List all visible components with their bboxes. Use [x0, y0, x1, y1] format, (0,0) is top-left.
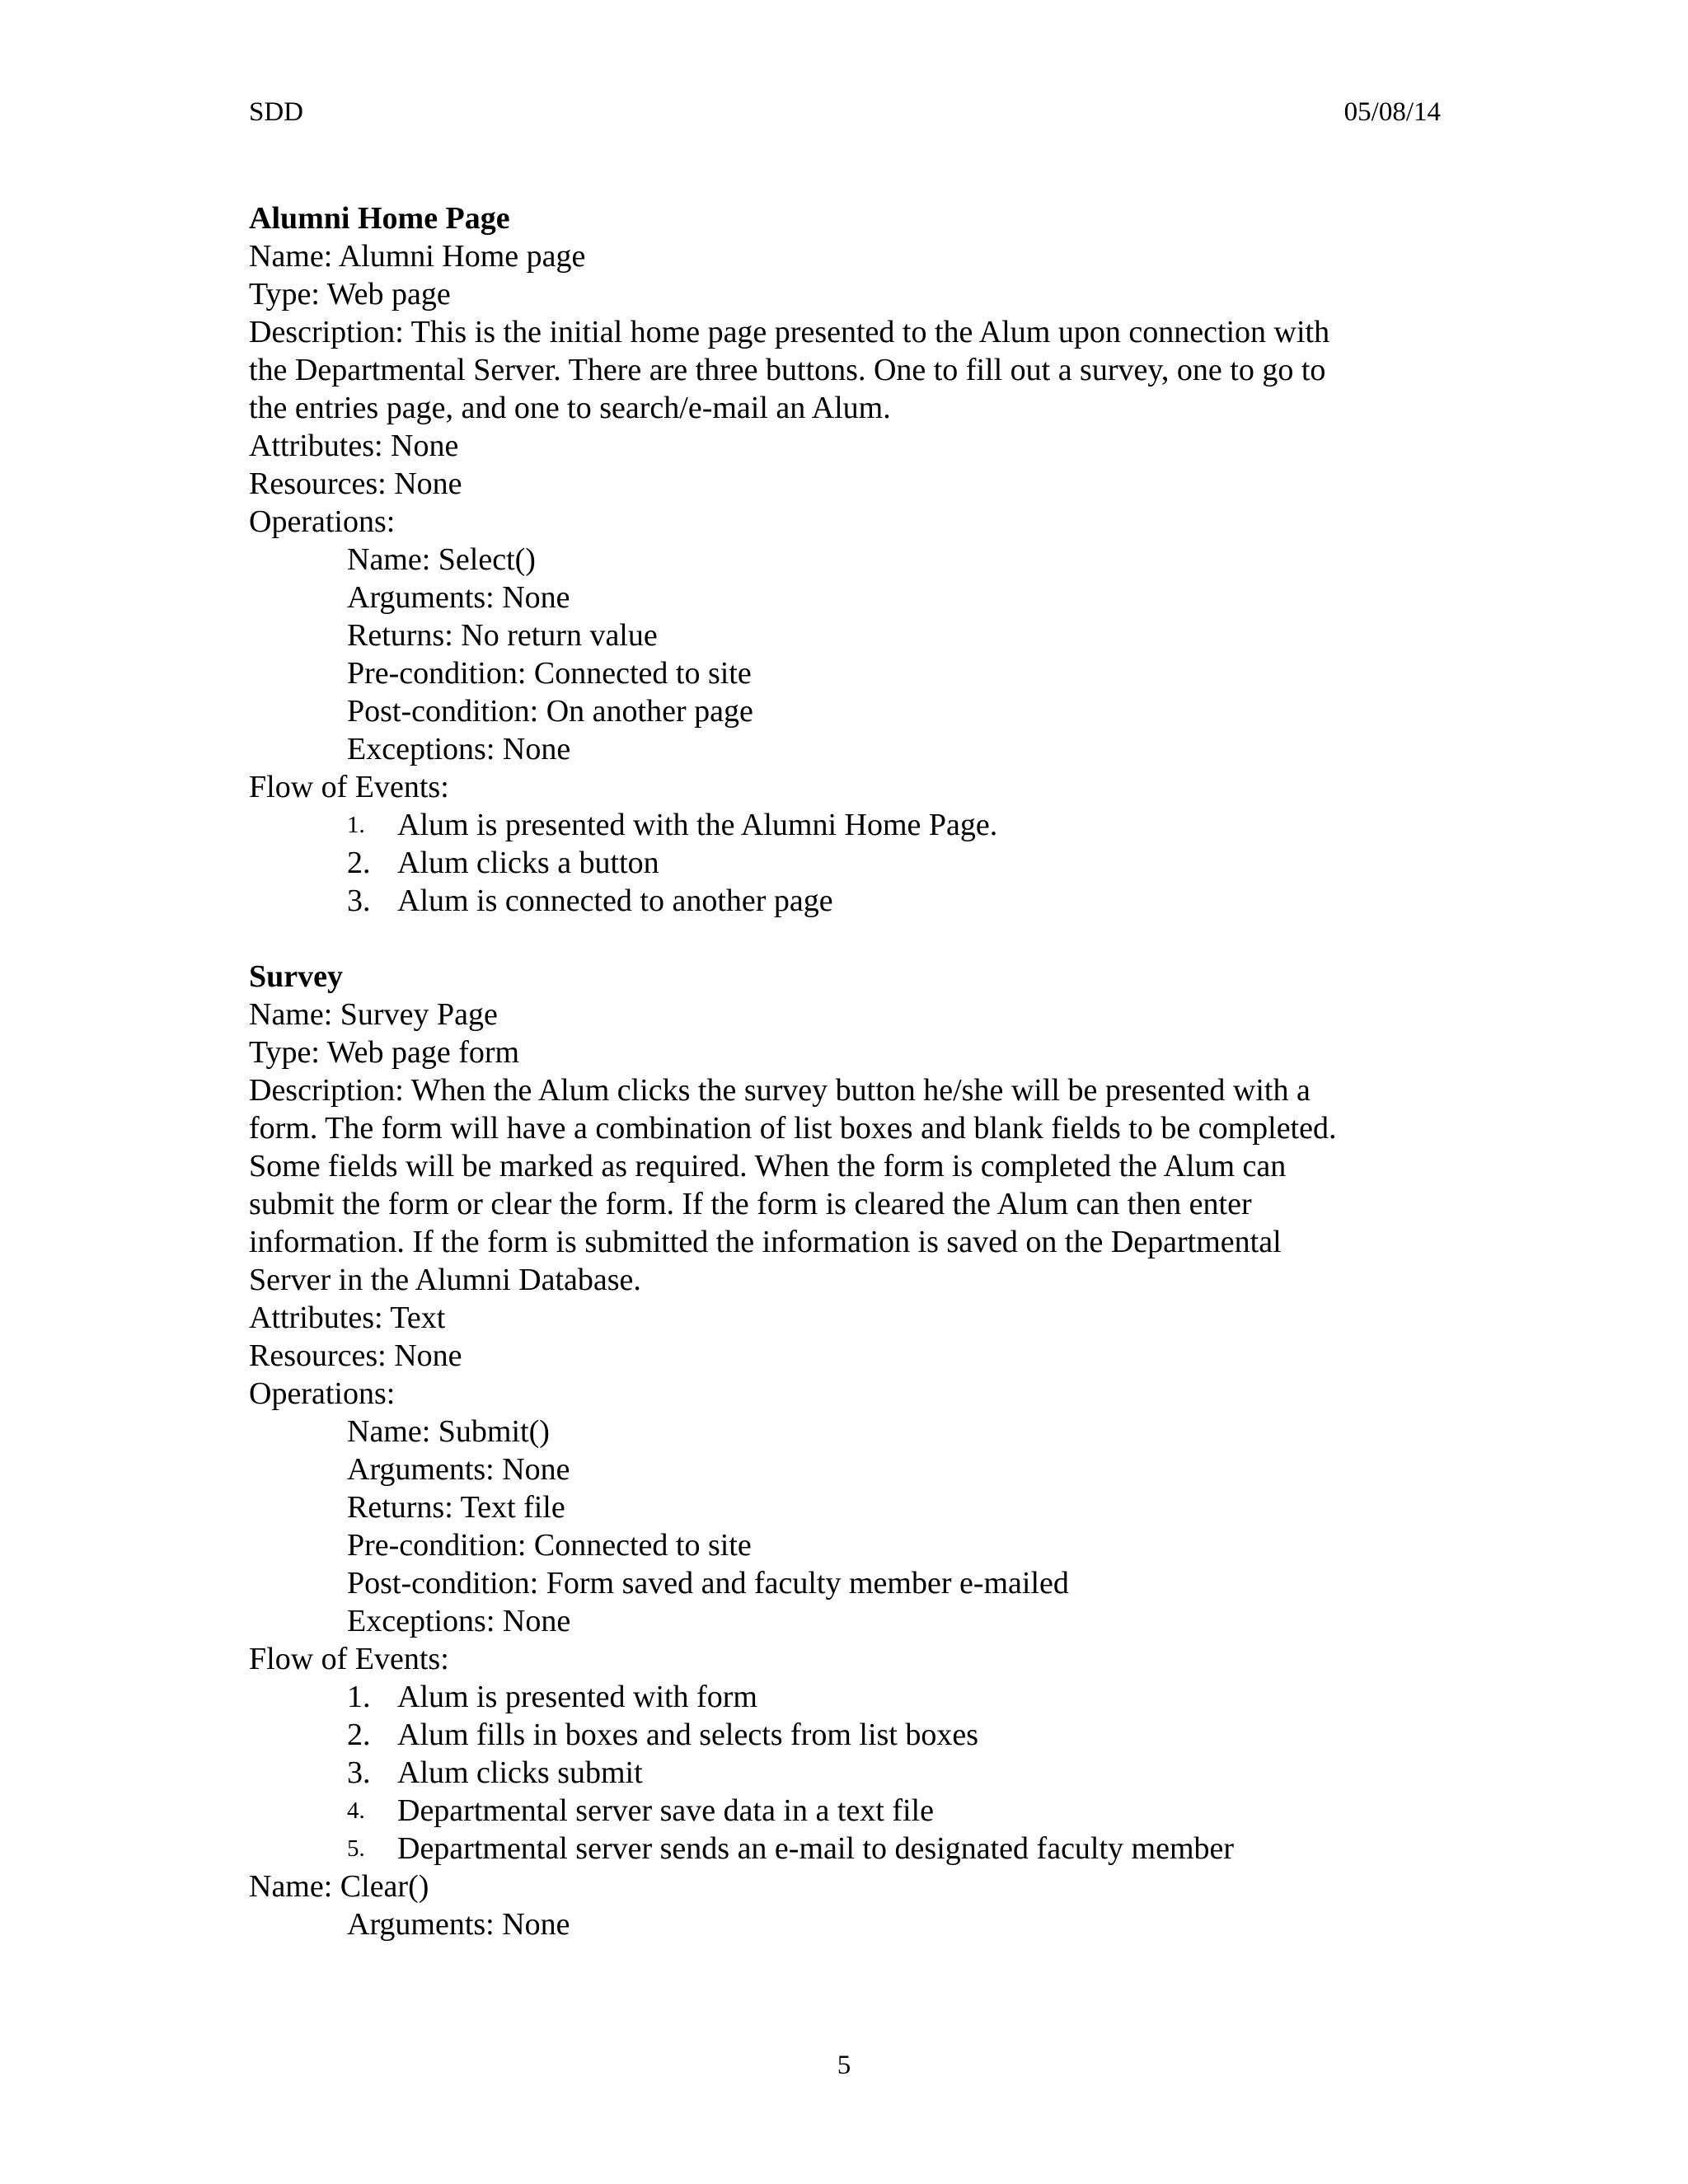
list-item-number: 3. [347, 1755, 371, 1790]
list-item-text: Departmental server sends an e-mail to designated faculty member [397, 1831, 1235, 1866]
flow-of-events-label: Flow of Events: [249, 1642, 449, 1676]
list-item-number: 2. [347, 1718, 371, 1752]
header-doc-label: SDD [249, 97, 304, 127]
list-item-text: Alum is presented with form [397, 1680, 757, 1714]
list-item [249, 1792, 1441, 1830]
list-item [249, 1830, 1441, 1868]
description-line: form. The form will have a combination of list boxes and blank fields to be completed. [249, 1111, 1337, 1146]
resources-line: Resources: None [249, 1338, 462, 1373]
description-line: the entries page, and one to search/e-mail an Alum. [249, 391, 891, 425]
list-item [249, 1716, 1441, 1754]
section-heading: Survey [249, 959, 343, 994]
list-item-text: Alum is connected to another page [397, 883, 833, 918]
resources-line: Resources: None [249, 466, 462, 501]
description-line: Description: When the Alum clicks the survey button he/she will be presented with a [249, 1073, 1311, 1108]
list-item [249, 882, 1441, 920]
operations-label: Operations: [249, 1376, 396, 1411]
description-line: Server in the Alumni Database. [249, 1263, 641, 1297]
name-line: Name: Survey Page [249, 997, 498, 1032]
name-line: Name: Alumni Home page [249, 239, 586, 274]
operation-arguments: Arguments: None [347, 580, 570, 615]
operation-exceptions: Exceptions: None [347, 1604, 571, 1638]
operation-returns: Returns: No return value [347, 618, 658, 653]
operation-precondition: Pre-condition: Connected to site [347, 656, 752, 691]
list-item-text: Alum clicks a button [397, 846, 659, 880]
description-line: submit the form or clear the form. If the form is cleared the Alum can then enter [249, 1187, 1252, 1221]
list-item-text: Departmental server save data in a text file [397, 1793, 934, 1828]
list-item [249, 806, 1441, 844]
operation-name: Name: Select() [347, 542, 536, 577]
list-item-number: 1. [347, 812, 365, 838]
operation-precondition: Pre-condition: Connected to site [347, 1528, 752, 1563]
list-item-text: Alum clicks submit [397, 1755, 643, 1790]
attributes-line: Attributes: None [249, 429, 459, 463]
operation-block [249, 541, 1441, 768]
flow-of-events-list [249, 1678, 1441, 1868]
description-block [249, 1071, 1441, 1299]
description-line: Some fields will be marked as required. When the form is completed the Alum can [249, 1149, 1287, 1183]
description-line: information. If the form is submitted the information is saved on the Departmental [249, 1225, 1282, 1259]
type-line: Type: Web page [249, 277, 451, 312]
clear-operation-arguments: Arguments: None [347, 1907, 570, 1942]
operation-name: Name: Submit() [347, 1414, 550, 1449]
flow-of-events-label: Flow of Events: [249, 770, 449, 804]
operation-postcondition: Post-condition: On another page [347, 694, 753, 729]
operation-arguments: Arguments: None [347, 1452, 570, 1487]
attributes-line: Attributes: Text [249, 1301, 446, 1335]
clear-operation-name: Name: Clear() [249, 1869, 429, 1904]
operation-exceptions: Exceptions: None [347, 732, 571, 766]
section-heading: Alumni Home Page [249, 201, 510, 236]
section-alumni-home-page [249, 199, 1441, 920]
list-item-number: 4. [347, 1797, 365, 1824]
operation-postcondition: Post-condition: Form saved and faculty member e-mailed [347, 1566, 1069, 1601]
operation-returns: Returns: Text file [347, 1490, 565, 1525]
list-item-number: 2. [347, 846, 371, 880]
document-body [249, 199, 1441, 1943]
description-block [249, 313, 1441, 427]
page-number: 5 [837, 2050, 851, 2080]
flow-of-events-list [249, 806, 1441, 920]
list-item-number: 3. [347, 883, 371, 918]
header-date: 05/08/14 [1343, 97, 1441, 127]
type-line: Type: Web page form [249, 1035, 520, 1070]
page-header [249, 97, 1441, 137]
list-item-text: Alum is presented with the Alumni Home Page. [397, 808, 998, 842]
list-item-text: Alum fills in boxes and selects from list boxes [397, 1718, 979, 1752]
operation-block [249, 1413, 1441, 1640]
list-item [249, 1678, 1441, 1716]
section-spacer [249, 920, 1441, 958]
section-survey [249, 958, 1441, 1943]
description-line: Description: This is the initial home page presented to the Alum upon connection with [249, 315, 1330, 349]
operations-label: Operations: [249, 504, 396, 539]
list-item [249, 844, 1441, 882]
description-line: the Departmental Server. There are three buttons. One to fill out a survey, one to go to [249, 353, 1326, 387]
list-item-number: 5. [347, 1835, 365, 1862]
list-item-number: 1. [347, 1680, 371, 1714]
list-item [249, 1754, 1441, 1792]
